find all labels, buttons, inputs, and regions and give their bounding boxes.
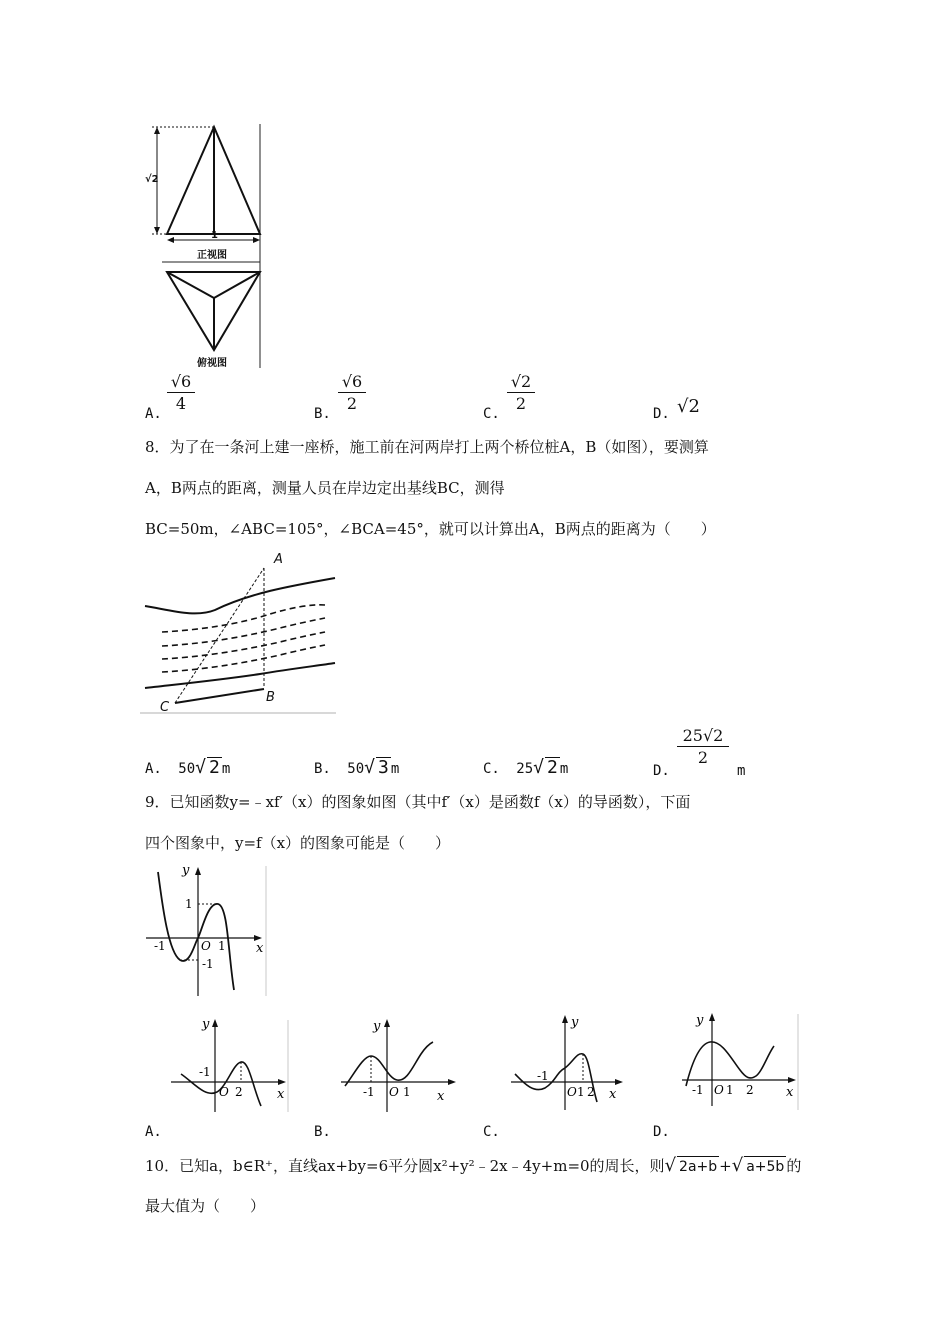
q10-radicand-2: a+5b [744,1156,786,1177]
q8-option-a-letter: A. [145,761,162,777]
q8-option-a-radicand: 2 [209,757,220,778]
q9-text-line2: 四个图象中，y=f（x）的图象可能是（ ） [145,834,451,852]
q10-text-part1: 10．已知a，b∈R⁺，直线ax+by=6平分圆x²+y²﹣2x﹣4y+m=0的周长，则 [145,1157,665,1175]
q9-option-a-two: 2 [235,1085,243,1099]
q8-point-b-label: B [266,690,275,705]
q9-option-c-letter: C. [483,1124,500,1140]
q8-option-a-coef: 50 [178,761,196,777]
q9-main-y-neg-one-label: -1 [202,957,214,971]
q9-option-c-x: x [609,1087,617,1102]
radical-sign-icon: √ [364,757,375,778]
q9-option-b-one: 1 [403,1085,411,1099]
q8-river-figure [140,548,340,720]
q7-option-a-num: √6 [170,372,192,391]
q8-option-c-letter: C. [483,761,500,777]
q9-option-c-graph [505,1012,631,1112]
q9-option-d-two: 2 [746,1083,754,1097]
q8-option-d-letter: D. [653,763,670,779]
q9-option-c-neg-one: -1 [537,1069,549,1083]
q8-option-b-coef: 50 [347,761,365,777]
q7-option-c-fraction [507,372,535,413]
q8-option-a-unit: m [221,761,231,777]
q7-option-a-fraction [167,372,195,413]
q9-option-b-graph [335,1016,461,1116]
q9-option-d-graph [676,1010,802,1116]
q8-text-line1: 8．为了在一条河上建一座桥，施工前在河两岸打上两个桥位桩A，B（如图），要测算 [145,438,709,456]
q8-text-line2: A，B两点的距离，测量人员在岸边定出基线BC，测得 [145,479,505,497]
q9-option-b-origin: O [389,1085,399,1099]
q9-option-d-x: x [786,1085,794,1100]
q7-option-b-letter: B. [314,406,331,422]
q8-text-line3: BC=50m，∠ABC=105°，∠BCA=45°，就可以计算出A，B两点的距离为（ ） [145,520,716,538]
q8-option-b-unit: m [390,761,400,777]
q7-width-label: 1 [211,230,218,241]
q7-option-c-num: √2 [510,372,532,391]
q7-front-view-label: 正视图 [197,250,227,261]
q7-top-view-label: 俯视图 [197,358,227,369]
radical-sign-icon: √ [731,1155,744,1176]
q8-option-c [483,757,568,779]
q8-option-c-unit: m [559,761,569,777]
q8-option-d-den: 2 [697,748,709,767]
q9-option-d-origin: O [714,1083,724,1097]
q9-option-b-neg-one: -1 [363,1085,375,1099]
q9-option-a-origin: O [219,1085,229,1099]
q10-text-part2: 的 [786,1157,802,1175]
q8-option-a [145,757,230,779]
q10-text-line1 [145,1156,801,1177]
q7-option-b-den: 2 [346,394,358,413]
q7-height-label: √2 [145,174,159,185]
q9-option-d-y: y [696,1013,704,1028]
q9-option-a-x: x [277,1087,285,1102]
q7-option-d-letter: D. [653,406,670,422]
q10-text-line2: 最大值为（ ） [145,1197,266,1215]
q7-option-c-letter: C. [483,406,500,422]
q9-option-b-letter: B. [314,1124,331,1140]
q9-option-c-two: 2 [587,1085,595,1099]
q9-main-y-one-label: 1 [185,897,193,911]
q8-point-a-label: A [274,552,283,567]
q9-main-x-neg-one-label: -1 [154,939,166,953]
q7-option-b-fraction [338,372,366,413]
q9-option-c-origin: O [567,1085,577,1099]
q10-plus: + [719,1157,732,1175]
q9-option-b-x: x [437,1089,445,1104]
q7-option-d-value: √2 [677,396,700,417]
q9-main-y-label: y [182,863,190,878]
q8-option-b [314,757,399,779]
q10-radicand-1: 2a+b [677,1156,719,1177]
q8-option-c-radicand: 2 [547,757,558,778]
q9-option-a-neg-one: -1 [199,1065,211,1079]
q9-main-graph [140,862,270,1000]
q9-option-d-letter: D. [653,1124,670,1140]
q9-option-c-one: 1 [577,1085,585,1099]
q8-point-c-label: C [160,700,170,715]
q7-option-a-letter: A. [145,406,162,422]
q9-main-origin-label: O [201,939,211,953]
q8-option-d-unit: m [737,763,746,779]
radical-sign-icon: √ [195,757,206,778]
radical-sign-icon: √ [533,757,544,778]
q7-option-a-den: 4 [175,394,187,413]
q9-option-d-one: 1 [726,1083,734,1097]
q8-option-b-radicand: 3 [378,757,389,778]
q7-option-c-den: 2 [515,394,527,413]
q8-option-c-coef: 25 [516,761,534,777]
q9-option-b-y: y [373,1019,381,1034]
q8-option-d-num: 25√2 [682,726,724,745]
q9-option-a-y: y [202,1017,210,1032]
q9-option-c-y: y [571,1015,579,1030]
q9-option-a-letter: A. [145,1124,162,1140]
q7-option-b-num: √6 [341,372,363,391]
q9-option-d-neg-one: -1 [692,1083,704,1097]
q9-main-x-one-label: 1 [218,939,226,953]
q9-option-a-graph [165,1016,291,1116]
q9-text-line1: 9．已知函数y=﹣xf′（x）的图象如图（其中f′（x）是函数f（x）的导函数），下面 [145,793,691,811]
q8-option-d-fraction [677,726,729,767]
radical-sign-icon: √ [664,1155,677,1176]
q9-main-x-label: x [256,941,264,956]
q8-option-b-letter: B. [314,761,331,777]
